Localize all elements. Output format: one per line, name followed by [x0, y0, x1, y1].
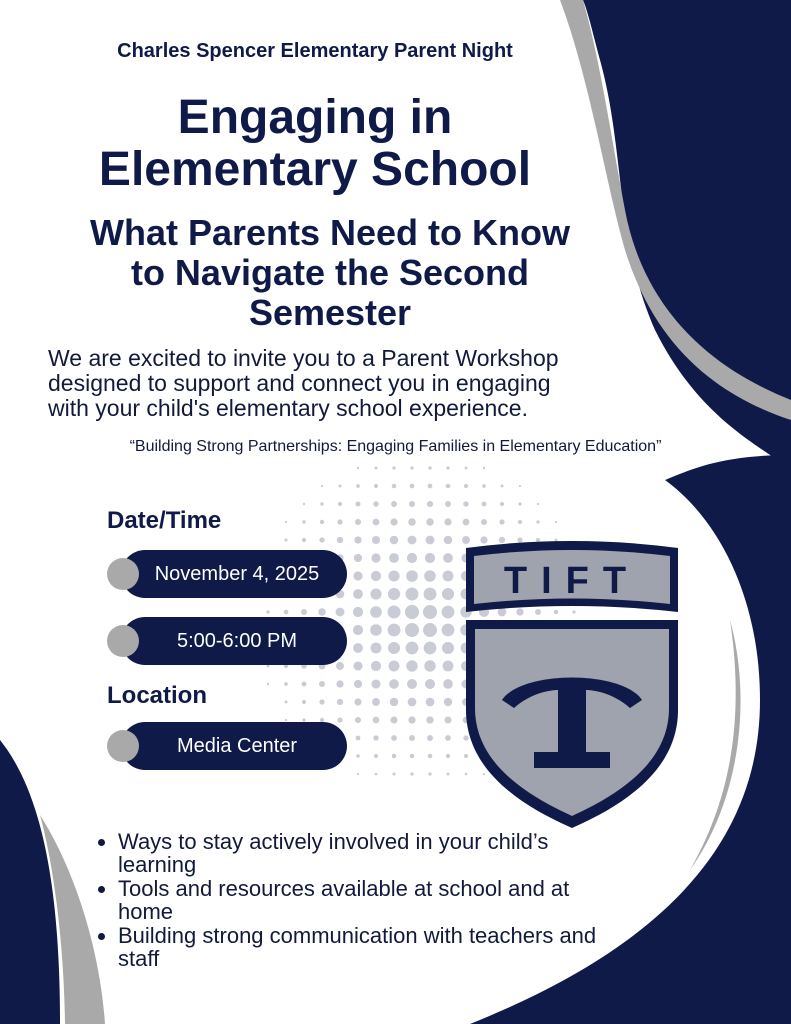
- date-pill: [107, 550, 347, 598]
- halftone-dot: [370, 606, 382, 618]
- halftone-dot: [446, 466, 449, 469]
- halftone-dot: [428, 484, 433, 489]
- halftone-dot: [356, 736, 361, 741]
- halftone-dot: [302, 538, 306, 542]
- halftone-dot: [371, 661, 381, 671]
- agenda-list: [96, 830, 598, 971]
- halftone-dot: [426, 536, 435, 545]
- date-time-label: Date/Time: [107, 507, 222, 534]
- halftone-dot: [374, 484, 378, 488]
- halftone-dot: [390, 536, 399, 545]
- halftone-dot: [318, 608, 325, 615]
- halftone-dot: [354, 680, 362, 688]
- halftone-dot: [405, 605, 419, 619]
- halftone-dot: [426, 698, 435, 707]
- halftone-dot: [424, 642, 437, 655]
- halftone-dot: [442, 606, 455, 619]
- halftone-dot: [408, 536, 417, 545]
- halftone-dot: [428, 466, 431, 469]
- date-value: November 4, 2025: [154, 562, 320, 585]
- intro-paragraph: [48, 346, 708, 421]
- halftone-dot: [337, 537, 343, 543]
- halftone-dot: [410, 754, 415, 759]
- halftone-dot: [465, 467, 468, 470]
- halftone-dot: [371, 571, 381, 581]
- halftone-dot: [389, 661, 400, 672]
- list-item: • Ways to stay actively involved in your child’s learning: [118, 830, 598, 876]
- tift-shield-logo: [462, 540, 682, 830]
- halftone-dot: [428, 754, 433, 759]
- halftone-dot: [481, 519, 487, 525]
- location-label: Location: [107, 682, 207, 709]
- halftone-dot: [482, 484, 486, 488]
- halftone-dot: [353, 571, 362, 580]
- halftone-dot: [338, 484, 341, 487]
- halftone-dot: [357, 773, 359, 775]
- halftone-dot: [284, 682, 288, 686]
- halftone-dot: [388, 606, 401, 619]
- halftone-dot: [321, 485, 323, 487]
- halftone-dot: [319, 681, 325, 687]
- halftone-dot: [427, 735, 433, 741]
- halftone-dot: [320, 520, 324, 524]
- location-value: Media Center: [176, 734, 298, 757]
- halftone-dot: [375, 467, 378, 470]
- event-name: Charles Spencer Elementary Parent Night: [117, 40, 513, 62]
- halftone-dot: [463, 501, 468, 506]
- sub-heading-line: What Parents Need to Know: [89, 212, 571, 253]
- halftone-dot: [410, 484, 415, 489]
- halftone-dot: [372, 698, 380, 706]
- halftone-dot: [355, 717, 361, 723]
- halftone-dot: [442, 570, 453, 581]
- halftone-dot: [555, 521, 557, 523]
- halftone-dot: [319, 699, 324, 704]
- halftone-dot: [443, 661, 454, 672]
- halftone-dot: [370, 624, 382, 636]
- bottom-left-navy-swoosh: [0, 740, 60, 1024]
- halftone-dot: [389, 553, 399, 563]
- halftone-dot: [483, 467, 485, 469]
- intro-line: with your child's elementary school experience.: [48, 395, 528, 421]
- halftone-dot: [424, 588, 437, 601]
- halftone-dot: [303, 503, 305, 505]
- halftone-dot: [301, 609, 307, 615]
- halftone-dot: [392, 466, 395, 469]
- main-title-line: Elementary School: [98, 143, 532, 196]
- halftone-dot: [370, 588, 381, 599]
- halftone-dot: [443, 553, 453, 563]
- halftone-dot: [353, 625, 363, 635]
- halftone-dot: [388, 588, 400, 600]
- intro-line: designed to support and connect you in engaging: [48, 370, 551, 396]
- halftone-dot: [408, 698, 417, 707]
- halftone-dot: [446, 754, 450, 758]
- halftone-dot: [392, 484, 397, 489]
- halftone-dot: [372, 536, 380, 544]
- halftone-dot: [353, 643, 363, 653]
- halftone-dot: [285, 521, 287, 523]
- halftone-dot: [392, 754, 396, 758]
- halftone-dot: [320, 502, 323, 505]
- halftone-dot: [518, 502, 521, 505]
- halftone-dot: [406, 588, 419, 601]
- halftone-dot: [405, 623, 419, 637]
- halftone-dot: [500, 502, 504, 506]
- halftone-dot: [518, 520, 522, 524]
- halftone-dot: [536, 520, 539, 523]
- halftone-dot: [390, 716, 397, 723]
- halftone-dot: [410, 466, 413, 469]
- halftone-dot: [424, 660, 435, 671]
- halftone-dot: [391, 501, 397, 507]
- sub-heading-line: to Navigate the Second: [130, 252, 530, 293]
- halftone-dot: [357, 467, 359, 469]
- halftone-dot: [390, 698, 398, 706]
- halftone-dot: [389, 679, 399, 689]
- halftone-dot: [356, 484, 360, 488]
- halftone-dot: [336, 608, 345, 617]
- halftone-dot: [373, 735, 378, 740]
- halftone-dot: [425, 553, 435, 563]
- halftone-dot: [427, 501, 433, 507]
- halftone-dot: [408, 518, 415, 525]
- sub-heading-line: Semester: [248, 292, 412, 333]
- halftone-dot: [356, 502, 361, 507]
- halftone-dot: [425, 679, 435, 689]
- halftone-dot: [407, 679, 417, 689]
- list-item: • Tools and resources available at school and at home: [118, 877, 598, 923]
- halftone-dot: [463, 519, 470, 526]
- intro-line: We are excited to invite you to a Parent Workshop: [48, 345, 559, 371]
- main-title: [0, 92, 630, 196]
- halftone-dot: [444, 716, 451, 723]
- halftone-dot: [519, 485, 521, 487]
- halftone-dot: [442, 624, 455, 637]
- halftone-dot: [444, 698, 452, 706]
- list-item: • Building strong communication with teachers and staff: [118, 924, 598, 970]
- halftone-dot: [302, 520, 305, 523]
- halftone-dot: [537, 503, 539, 505]
- halftone-dot: [285, 701, 288, 704]
- halftone-dot: [354, 698, 361, 705]
- halftone-dot: [426, 518, 433, 525]
- halftone-dot: [353, 607, 363, 617]
- halftone-dot: [423, 605, 437, 619]
- halftone-dot: [371, 553, 380, 562]
- sub-heading: [0, 213, 660, 333]
- halftone-dot: [354, 536, 361, 543]
- halftone-dot: [409, 735, 415, 741]
- halftone-dot: [388, 570, 399, 581]
- halftone-dot: [428, 772, 431, 775]
- halftone-dot: [319, 537, 324, 542]
- halftone-dot: [337, 519, 342, 524]
- halftone-dot: [423, 623, 437, 637]
- halftone-dot: [285, 719, 287, 721]
- halftone-dot: [391, 735, 397, 741]
- halftone-dot: [442, 642, 454, 654]
- halftone-dot: [446, 484, 451, 489]
- halftone-dot: [445, 735, 451, 741]
- halftone-dot: [353, 661, 362, 670]
- halftone-dot: [444, 536, 453, 545]
- time-value: 5:00-6:00 PM: [176, 629, 298, 652]
- location-pill: [107, 722, 347, 770]
- halftone-dot: [409, 501, 415, 507]
- halftone-dot: [375, 773, 378, 776]
- tagline-quote: “Building Strong Partnerships: Engaging Families in Elementary Education”: [129, 438, 662, 455]
- halftone-dot: [501, 485, 504, 488]
- halftone-dot: [442, 588, 454, 600]
- halftone-dot: [390, 518, 397, 525]
- halftone-dot: [336, 680, 343, 687]
- halftone-dot: [444, 518, 451, 525]
- halftone-dot: [464, 484, 468, 488]
- halftone-dot: [338, 502, 342, 506]
- halftone-dot: [408, 716, 415, 723]
- halftone-dot: [446, 772, 449, 775]
- halftone-dot: [266, 610, 269, 613]
- halftone-dot: [355, 519, 361, 525]
- time-pill: [107, 617, 347, 665]
- halftone-dot: [337, 699, 343, 705]
- halftone-dot: [406, 660, 417, 671]
- halftone-dot: [370, 642, 381, 653]
- halftone-dot: [424, 570, 436, 582]
- halftone-dot: [388, 624, 401, 637]
- halftone-dot: [373, 717, 380, 724]
- halftone-dot: [371, 679, 380, 688]
- halftone-dot: [407, 553, 417, 563]
- halftone-dot: [356, 754, 360, 758]
- halftone-dot: [373, 501, 379, 507]
- halftone-dot: [406, 642, 419, 655]
- halftone-dot: [373, 519, 380, 526]
- halftone-dot: [302, 682, 307, 687]
- halftone-dot: [284, 610, 289, 615]
- halftone-dot: [410, 772, 413, 775]
- logo-tab-text: TIFT: [503, 560, 641, 602]
- halftone-dot: [284, 538, 287, 541]
- halftone-dot: [302, 700, 306, 704]
- halftone-dot: [443, 679, 453, 689]
- halftone-dot: [482, 502, 487, 507]
- halftone-dot: [392, 772, 395, 775]
- halftone-dot: [388, 642, 400, 654]
- main-title-line: Engaging in: [177, 91, 453, 144]
- halftone-dot: [445, 501, 451, 507]
- halftone-dot: [499, 519, 504, 524]
- halftone-dot: [426, 716, 433, 723]
- halftone-dot: [354, 554, 362, 562]
- halftone-dot: [267, 683, 269, 685]
- halftone-dot: [406, 570, 418, 582]
- halftone-dot: [374, 754, 378, 758]
- halftone-dot: [353, 589, 363, 599]
